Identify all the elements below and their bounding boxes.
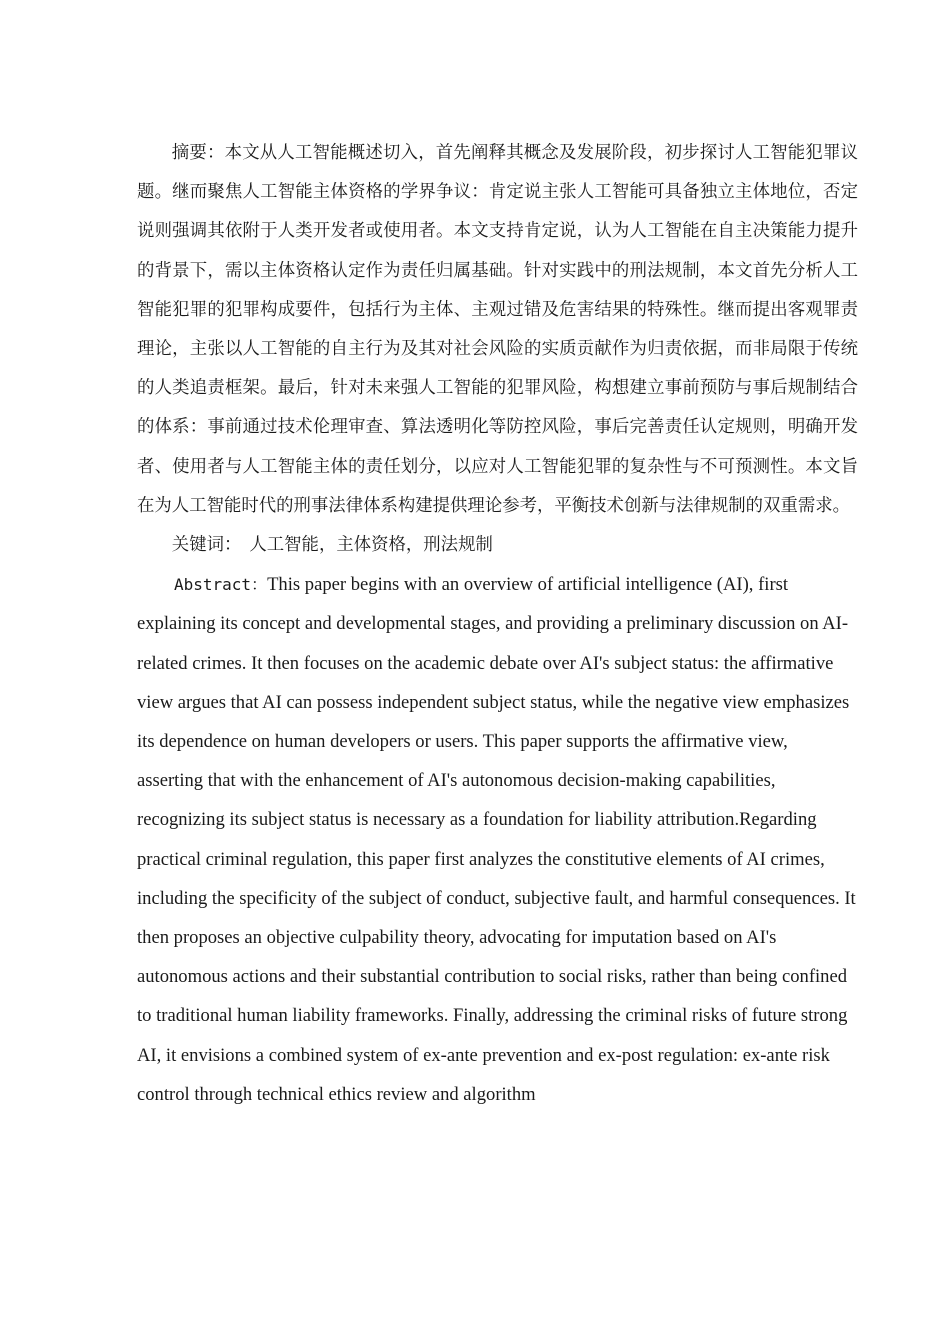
chinese-abstract-text: 本文从人工智能概述切入，首先阐释其概念及发展阶段，初步探讨人工智能犯罪议题。继而聚焦人工智能主体资格的学界争议：肯定说主张人工智能可具备独立主体地位，否定说则强调其依附于人类开发者或使用者。本文支持肯定说，认为人工智能在自主决策能力提升的背景下，需以主体资格认定作为责任归属基础。针对实践中的刑法规制，本文首先分析人工智能犯罪的犯罪构成要件，包括行为主体、主观过错及危害结果的特殊性。继而提出客观罪责理论，主张以人工智能的自主行为及其对社会风险的实质贡献作为归责依据，而非局限于传统的人类追责框架。最后，针对未来强人工智能的犯罪风险，构想建立事前预防与事后规制结合的体系：事前通过技术伦理审查、算法透明化等防控风险，事后完善责任认定规则，明确开发者、使用者与人工智能主体的责任划分，以应对人工智能犯罪的复杂性与不可预测性。本文旨在为人工智能时代的刑事法律体系构建提供理论参考，平衡技术创新与法律规制的双重需求。	[137, 143, 858, 516]
keywords-line	[137, 526, 858, 565]
english-abstract-label: Abstract：	[174, 575, 268, 595]
keywords-values: 人工智能，主体资格，刑法规制	[249, 535, 493, 556]
chinese-abstract-label: 摘要：	[171, 143, 225, 163]
chinese-abstract-paragraph	[137, 134, 858, 526]
english-abstract-text: This paper begins with an overview of artificial intelligence (AI), first explaining its concept and developmental stages, and providing a preliminary discussion on AI-related crimes. It then focuses on the academic debate over AI's subject status: the affirmative view argues that AI can possess independent subject status, while the negative view emphasizes its dependence on human developers or users. This paper supports the affirmative view, asserting that with the enhancement of AI's autonomous decision-making capabilities, recognizing its subject status is necessary as a foundation for liability attribution.Regarding practical criminal regulation, this paper first analyzes the constitutive elements of AI crimes, including the specificity of the subject of conduct, subjective fault, and harmful consequences. It then proposes an objective culpability theory, advocating for imputation based on AI's autonomous actions and their substantial contribution to social risks, rather than being confined to traditional human liability frameworks. Finally, addressing the criminal risks of future strong AI, it envisions a combined system of ex-ante prevention and ex-post regulation: ex-ante risk control through technical ethics review and algorithm	[137, 574, 856, 1105]
abstract-section	[137, 134, 858, 1114]
english-abstract-paragraph	[137, 565, 858, 1114]
keywords-label: 关键词：	[171, 535, 242, 556]
